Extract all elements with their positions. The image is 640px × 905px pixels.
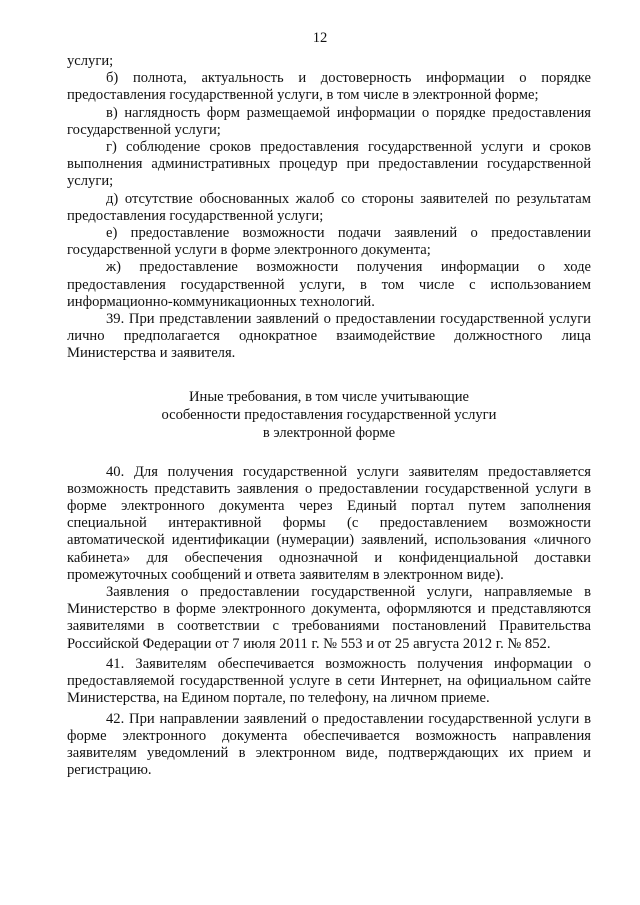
paragraph-39: 39. При представлении заявлений о предоставлении государственной услуги лично предполагается однократное взаимодействие должностного лица Министерства и заявителя. [67, 311, 591, 362]
paragraph-item-g: г) соблюдение сроков предоставления государственной услуги и сроков выполнения административных процедур при предоставлении государственной услуги; [67, 139, 591, 190]
paragraph-item-e: е) предоставление возможности подачи заявлений о предоставлении государственной услуги в форме электронного документа; [67, 225, 591, 259]
section-heading-line-1: Иные требования, в том числе учитывающие [188, 388, 470, 405]
document-body [67, 53, 591, 779]
paragraph-continuation: услуги; [67, 53, 114, 69]
paragraph-40-continued: Заявления о предоставлении государственной услуги, направляемые в Министерство в форме электронного документа, оформляются и представляются заявителями в соответствии с требованиями постановлений Правительства Российской Федерации от 7 июля 2011 г. № 553 и от 25 августа 2012 г. № 852. [67, 584, 591, 652]
paragraph-item-d: д) отсутствие обоснованных жалоб со стороны заявителей по результатам предоставления государственной услуги; [67, 190, 591, 224]
paragraph-item-zh: ж) предоставление возможности получения информации о ходе предоставления государственной услуги, в том числе с использованием информационно-коммуникационных технологий. [67, 259, 591, 310]
paragraph-42: 42. При направлении заявлений о предоставлении государственной услуги в форме электронного документа обеспечивается возможность направления заявителям уведомлений в электронном виде, подтверждающих их прием и регистрацию. [67, 710, 591, 779]
paragraph-item-b: б) полнота, актуальность и достоверность информации о порядке предоставления государственной услуги, в том числе в электронной форме; [67, 70, 591, 104]
section-heading [67, 388, 591, 442]
paragraph-40: 40. Для получения государственной услуги заявителям предоставляется возможность представить заявления о предоставлении государственной услуги в форме электронного документа через Единый портал путем заполнения специальной интерактивной формы (с предоставлением возможности автоматической идентификации (нумерации) заявлений, использования «личного кабинета» для обеспечения однозначной и конфиденциальной доставки промежуточных сообщений и ответа заявителям в электронном виде). [67, 463, 591, 583]
section-heading-line-3: в электронной форме [262, 424, 396, 441]
section-heading-line-2: особенности предоставления государственной услуги [161, 406, 497, 423]
paragraph-41: 41. Заявителям обеспечивается возможность получения информации о предоставляемой государственной услуге в сети Интернет, на официальном сайте Министерства, на Едином портале, по телефону, на личном приеме. [67, 655, 591, 707]
paragraph-item-v: в) наглядность форм размещаемой информации о порядке предоставления государственной услуги; [67, 104, 591, 138]
page-number: 12 [312, 30, 328, 46]
